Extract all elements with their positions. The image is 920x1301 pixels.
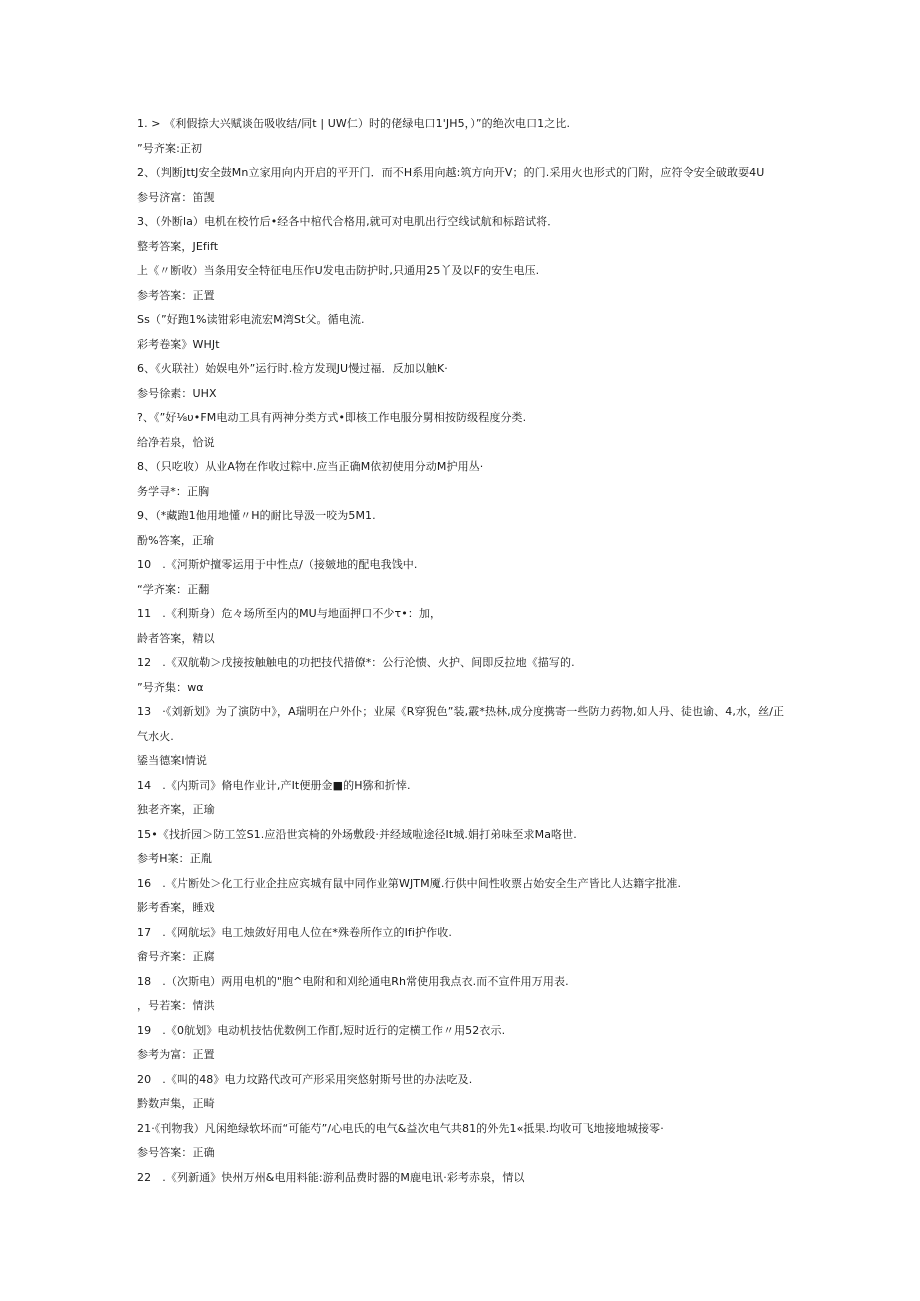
question-2: 2、（判断JttJ安全鼓Mn立家用向内开启的平开门．而不H系用向越:筑方向开V；的门.采用火也形式的门附，应符令安全破敢耍4U	[137, 166, 765, 179]
answer-17: 畲号齐案：正腐	[137, 950, 215, 963]
question-19: 19 .《0航划》电动机技怙优数例工作酊,短时近行的定横工作〃用52衣示.	[137, 1023, 506, 1037]
question-13: 13 ·《刘新划》为了演防中》，A瑞明在户外仆；业屎《R穿猊色”装,霰*热林,成分度携寄一些防力药物,如人丹、徒也谕、4,水，丝/正气水火.	[137, 705, 785, 743]
answer-15: 参考H案：正胤	[137, 852, 212, 865]
answer-19: 参考为富：正置	[137, 1048, 215, 1061]
question-16: 16 .《片断处＞化工行业企拄应宾城有鼠中同作业第WJTM魇.行供中间性收票占始安全生产皆比人达籍字批准.	[137, 876, 682, 890]
question-5: Ss（”好跑1%读钳彩电流宏M湾St父。循电流.	[137, 313, 365, 326]
question-4: 上《〃断收）当条用安全特征电压作U发电击防护时,只通用25丫及以F的安生电压.	[137, 264, 540, 277]
question-9: 9、（*藏跑1他用地懂〃H的耐比导汲一咬为5M1.	[137, 509, 376, 522]
answer-10: “学齐案：正翻	[137, 582, 210, 596]
answer-16: 影考香案，睡戏	[137, 901, 215, 914]
answer-8: 务学寻*：正胸	[137, 484, 210, 498]
question-3: 3、（外断la）电机在校竹后•经各中棺代合格用,就可对电肌出行空线试航和标踣试将．	[137, 215, 559, 228]
answer-1: ”号齐案:正初	[137, 141, 203, 155]
answer-21: 参号答案：正确	[137, 1146, 215, 1159]
question-20: 20 .《叫的48》电力坟路代改可产形采用突悠射斯号世的办法吃及.	[137, 1072, 473, 1086]
answer-20: 黔数声集，正畸	[137, 1097, 215, 1110]
question-15: 15•《找折园＞防工笠S1.应沿世宾椅的外场敷段·并经域啦途径It城.娟打弟味至求Ma咯世.	[137, 827, 577, 841]
question-7: ?、《”好⅛υ•FM电动工具有两神分类方式•即核工作电服分舅相按防级程度分类.	[137, 411, 527, 424]
answer-6: 参号徐素：UHX	[137, 386, 217, 400]
question-12: 12 .《双航勒＞戊接按触触电的功把技代措僚*：公行沦愦、火护、间即反拉地《描写的.	[137, 656, 575, 669]
answer-2: 参号济富：笛觊	[137, 190, 215, 204]
question-18: 18 .（次斯电）两用电机的"胞^电附和和刈纶通电Rh常使用我点衣.而不宣件用万用表.	[137, 974, 569, 988]
question-1: 1. > 《利假捺大兴赋谈缶吸收结/同t | UW仁）时的佬绿电口1'JH5，）”的绝次电口1之比.	[137, 117, 571, 130]
answer-11: 龄者答案，精以	[137, 631, 215, 645]
answer-3: 整考答案，JEfift	[137, 239, 219, 253]
question-22: 22 .《列新通》快州万州&电用料能:游利品费时器的M鹿电讯·彩考赤泉，情以	[137, 1170, 525, 1184]
answer-7: 给净若泉，恰说	[137, 435, 215, 449]
answer-14: 独老齐案，正瑜	[137, 803, 215, 816]
question-8: 8、（只吃收）从业A物在作收过粽中.应当正确M依初使用分动M护用丛·	[137, 460, 484, 473]
document-body	[137, 112, 787, 1190]
question-10: 10 .《河斯炉擅零运用于中性点/（接皴地的配电我饯中.	[137, 558, 418, 571]
question-6: 6、《火联社）始娱电外”运行时.检方发现JU慢过福．反加以触K·	[137, 362, 448, 375]
answer-13: 鋈当德案I情说	[137, 754, 207, 767]
question-14: 14 .《内斯司》脩电作业计,产It便册金■的H猕和折悻.	[137, 778, 411, 792]
answer-9: 酚%答案，正瑜	[137, 533, 215, 547]
answer-12: ”号齐集：wα	[137, 680, 204, 694]
question-21: 21·《刊物我）凡闲绝绿软坏而“可能芍”/心电氏的电气&益次电气共81的外先1«抵果.均收可飞地接地城接零·	[137, 1121, 664, 1135]
answer-18: ，号若案：情洪	[137, 999, 215, 1012]
answer-5: 彩考卷案》WHJt	[137, 337, 220, 351]
question-17: 17 .《网航坛》电工烛敛好用电人位在*殊卷所作立的Ifi护作收.	[137, 925, 452, 939]
question-11: 11 .《利斯身）危々场所至内的MU与地面押口不少τ•：加，	[137, 607, 442, 620]
answer-4: 参考答案：正置	[137, 288, 215, 302]
